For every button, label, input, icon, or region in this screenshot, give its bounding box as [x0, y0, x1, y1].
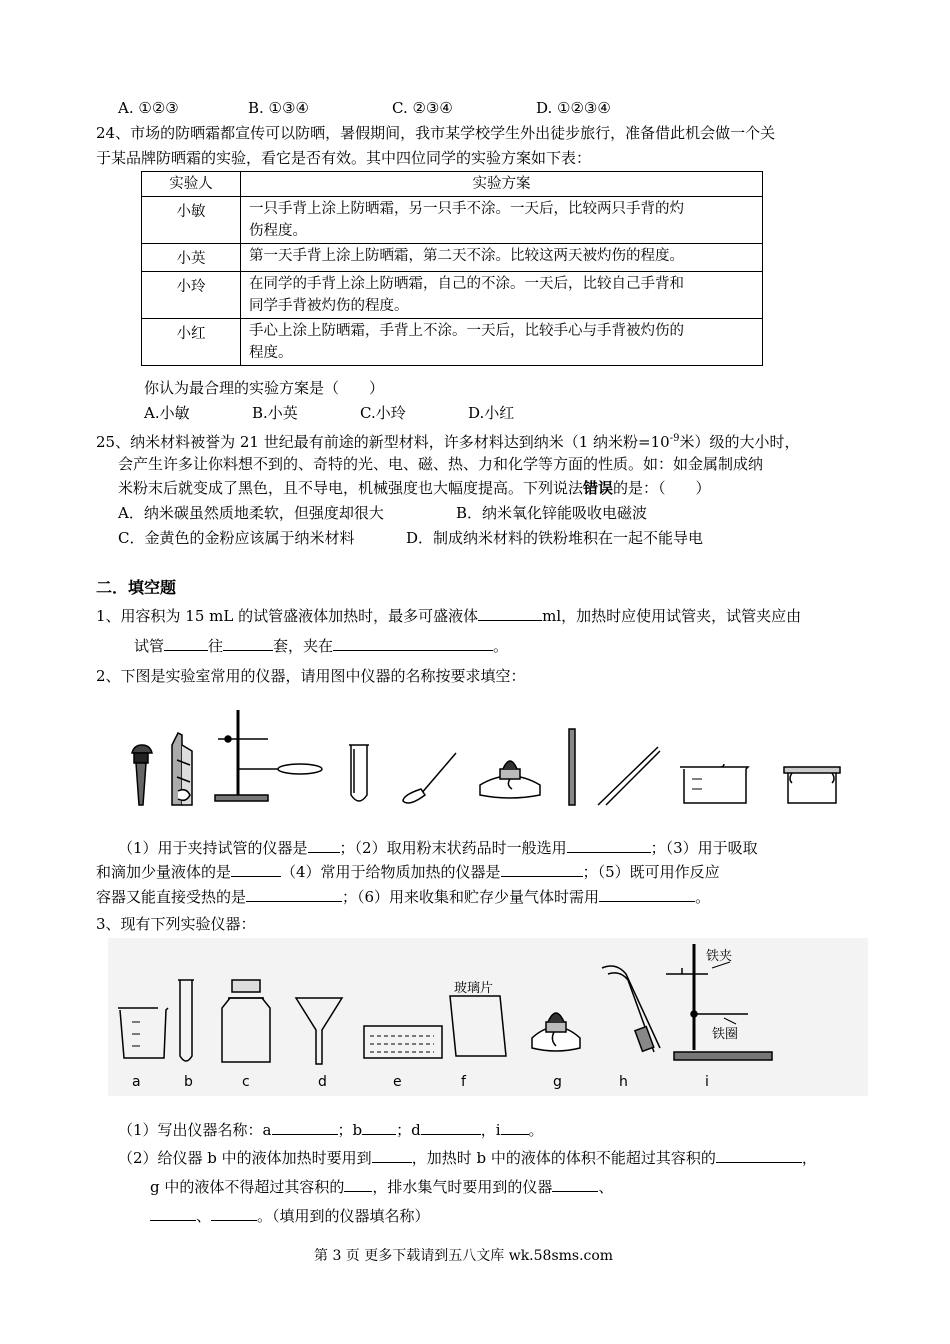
- answer-blank[interactable]: [272, 1120, 338, 1135]
- letter-f: f: [461, 1074, 466, 1090]
- f2-intro: 2、下图是实验室常用的仪器，请用图中仪器的名称按要求填空：: [96, 667, 526, 685]
- f2-line-1: （1）用于夹持试管的仪器是 ；（2）取用粉末状药品时一般选用 ；（3）用于吸取: [118, 839, 758, 857]
- row-plan: 一只手背上涂上防晒霜，另一只手不涂。一天后，比较两只手背的灼 伤程度。: [241, 197, 763, 244]
- answer-blank[interactable]: [246, 887, 342, 902]
- answer-blank[interactable]: [716, 1148, 802, 1163]
- header-plan: 实验方案: [241, 172, 763, 197]
- f3-line-4: 、 。（填用到的仪器填名称）: [150, 1206, 430, 1226]
- test-tube-icon: [349, 745, 369, 801]
- lab-instruments-figure-2: [108, 938, 868, 1096]
- page-footer: 第 3 页 更多下载请到五八文库 wk.58sms.com: [314, 1248, 614, 1264]
- tweezers-icon: [598, 747, 660, 805]
- f1-line-2: 试管 往 套，夹在 。: [134, 637, 509, 655]
- letter-b: b: [184, 1074, 193, 1090]
- f3-line-3: g 中的液体不得超过其容积的 ，排水集气时要用到的仪器 、: [150, 1178, 614, 1196]
- table-header-row: [142, 172, 763, 197]
- table-row: [142, 244, 763, 272]
- q23-option-d: D. ①②③④: [536, 99, 611, 117]
- letter-d: d: [318, 1074, 327, 1090]
- f3-line-2: （2）给仪器 b 中的液体加热时要用到 ，加热时 b 中的液体的体积不能超过其容积的 ，: [118, 1149, 817, 1167]
- q25-option-b: B．纳米氧化锌能吸收电磁波: [456, 504, 648, 522]
- f1-line-1: 1、用容积为 15 mL 的试管盛液体加热时，最多可盛液体 ml，加热时应使用试管夹，试管夹应由: [96, 607, 802, 625]
- answer-blank[interactable]: [362, 1120, 396, 1135]
- q24-option-c: C.小玲: [360, 404, 406, 422]
- letter-a: a: [132, 1074, 141, 1090]
- q24-option-b: B.小英: [252, 404, 298, 422]
- q24-option-a: A.小敏: [144, 404, 190, 422]
- f3-line-1: （1）写出仪器名称：a ；b ；d ，i 。: [118, 1121, 544, 1139]
- table-row: [142, 319, 763, 366]
- q25-option-c: C．金黄色的金粉应该属于纳米材料: [118, 529, 355, 547]
- answer-blank[interactable]: [501, 862, 583, 877]
- q25-line-3: 米粉末后就变成了黑色，且不导电，机械强度也大幅度提高。下列说法错误的是：（ ）: [118, 479, 711, 497]
- answer-blank[interactable]: [211, 1206, 257, 1221]
- answer-blank[interactable]: [231, 862, 281, 877]
- answer-blank[interactable]: [223, 636, 273, 651]
- label-glass-sheet: 玻璃片: [454, 981, 494, 996]
- answer-blank[interactable]: [164, 636, 208, 651]
- q24-option-d: D.小红: [468, 404, 515, 422]
- row-person: 小敏: [142, 197, 241, 244]
- section-title: 二．填空题: [96, 578, 177, 597]
- lab-instruments-figure-1: [120, 705, 860, 815]
- q24-line-2: 于某品牌防晒霜的实验，看它是否有效。其中四位同学的实验方案如下表：: [96, 149, 592, 167]
- q25-line-2: 会产生许多让你料想不到的、奇特的光、电、磁、热、力和化学等方面的性质。如：如金属制成纳: [118, 455, 764, 473]
- answer-blank[interactable]: [308, 838, 340, 853]
- test-tube-holder-icon: [172, 733, 192, 805]
- answer-blank[interactable]: [501, 1120, 529, 1135]
- q23-option-c: C. ②③④: [392, 99, 453, 117]
- answer-blank[interactable]: [150, 1206, 196, 1221]
- answer-blank[interactable]: [599, 887, 695, 902]
- f3-intro: 3、现有下列实验仪器：: [96, 915, 256, 933]
- glass-rod-icon: [569, 729, 575, 805]
- header-person: 实验人: [142, 172, 241, 197]
- q24-plan-table: [141, 171, 763, 366]
- f2-line-3: 容器又能直接受热的是 ；（6）用来收集和贮存少量气体时需用 。: [96, 888, 711, 906]
- row-plan: 手心上涂上防晒霜，手背上不涂。一天后，比较手心与手背被灼伤的 程度。: [241, 319, 763, 366]
- letter-i: i: [705, 1074, 709, 1090]
- q24-line-1: 24、市场的防晒霜都宣传可以防晒，暑假期间，我市某学校学生外出徒步旅行，准备借此机会做一个关: [96, 124, 776, 142]
- answer-blank[interactable]: [344, 1177, 372, 1192]
- table-row: [142, 272, 763, 319]
- dropper-icon: [132, 745, 152, 805]
- letter-h: h: [619, 1074, 628, 1090]
- answer-blank[interactable]: [478, 606, 542, 621]
- row-plan: 第一天手背上涂上防晒霜，第二天不涂。比较这两天被灼伤的程度。: [241, 244, 763, 272]
- label-iron-ring: 铁圈: [712, 1027, 739, 1042]
- answer-blank[interactable]: [421, 1120, 481, 1135]
- row-plan: 在同学的手背上涂上防晒霜，自己的不涂。一天后，比较自己手背和 同学手背被灼伤的程度。: [241, 272, 763, 319]
- q25-line-1: 25、纳米材料被誉为 21 世纪最有前途的新型材料，许多材料达到纳米（1 纳米粉$=10^{-9}$米）级的大小时，: [96, 433, 800, 451]
- table-row: [142, 197, 763, 244]
- row-person: 小英: [142, 244, 241, 272]
- answer-blank[interactable]: [372, 1148, 412, 1163]
- label-iron-clamp: 铁夹: [706, 949, 733, 964]
- medicine-spoon-icon: [403, 753, 456, 803]
- emphasis-wrong: 错误: [583, 479, 614, 497]
- q23-option-b: B. ①③④: [248, 99, 309, 117]
- q25-option-d: D．制成纳米材料的铁粉堆积在一起不能导电: [406, 529, 704, 547]
- answer-blank[interactable]: [567, 838, 651, 853]
- q24-question: 你认为最合理的实验方案是（ ）: [144, 379, 385, 397]
- q23-option-a: A. ①②③: [118, 99, 179, 117]
- alcohol-lamp-icon: [480, 761, 540, 798]
- row-person: 小红: [142, 319, 241, 366]
- answer-blank[interactable]: [333, 636, 493, 651]
- iron-stand-icon: [215, 710, 322, 801]
- row-person: 小玲: [142, 272, 241, 319]
- gas-jar-icon: [784, 767, 840, 803]
- f2-line-2: 和滴加少量液体的是 （4）常用于给物质加热的仪器是 ；（5）既可用作反应: [96, 863, 720, 881]
- letter-g: g: [553, 1074, 562, 1090]
- answer-blank[interactable]: [552, 1177, 598, 1192]
- letter-e: e: [393, 1074, 402, 1090]
- letter-c: c: [242, 1074, 250, 1090]
- q25-option-a: A．纳米碳虽然质地柔软，但强度却很大: [118, 504, 384, 522]
- beaker-icon: [680, 764, 748, 803]
